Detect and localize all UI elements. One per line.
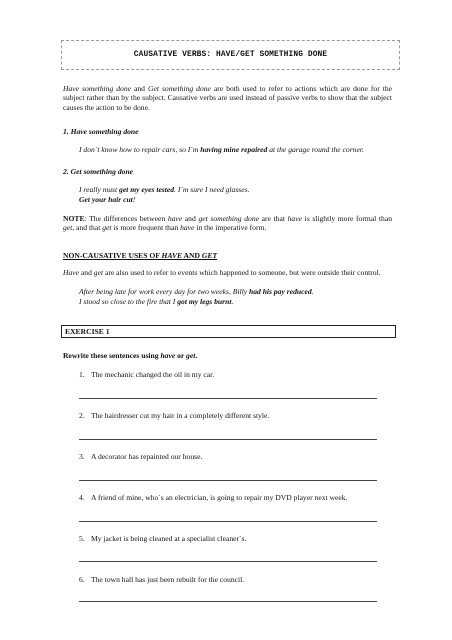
intro-term-have: Have something done xyxy=(63,84,132,93)
question-item xyxy=(79,452,399,461)
non-causative-example-2 xyxy=(63,297,408,306)
question-item xyxy=(79,411,399,420)
question-number: 2. xyxy=(79,411,85,420)
para-text: are also used to refer to events which happened to someone, but were outside their control. xyxy=(103,268,381,277)
question-text: The hairdresser cut my hair in a completely different style. xyxy=(91,411,270,420)
para-text: and xyxy=(79,268,94,277)
question-item xyxy=(79,370,399,379)
instr-text: or xyxy=(175,351,187,360)
intro-text: and xyxy=(131,84,148,93)
intro-paragraph xyxy=(63,84,392,112)
question-text: A friend of mine, who´s an electrician, is going to repair my DVD player next week. xyxy=(91,493,348,502)
question-text: The town hall has just been rebuilt for the council. xyxy=(91,575,245,584)
heading-term: GET xyxy=(201,251,218,260)
section-heading-get: 2. Get something done xyxy=(63,167,134,176)
instr-term: have xyxy=(160,351,176,360)
answer-line[interactable] xyxy=(79,561,377,562)
intro-text: are both used to refer to actions which are done for the subject rather than by the subject. Causative verbs are used instead of passive verbs to show that the subject causes the action to be done. xyxy=(63,84,393,112)
example-get-1 xyxy=(63,185,408,194)
para-term: get xyxy=(93,268,104,277)
note-paragraph xyxy=(63,214,392,233)
example-highlight: got my legs burnt xyxy=(177,297,232,306)
example-text: I really must xyxy=(79,185,120,194)
question-text: My jacket is being cleaned at a specialist cleaner´s. xyxy=(91,534,247,543)
exercise-label: EXERCISE 1 xyxy=(65,327,110,336)
example-text: ! xyxy=(132,195,136,204)
example-get-2 xyxy=(63,195,408,204)
example-text: I stood so close to the fire that I xyxy=(79,297,178,306)
example-highlight: having mine repaired xyxy=(200,145,268,154)
question-number: 6. xyxy=(79,575,85,584)
question-item xyxy=(79,493,399,502)
note-term: have xyxy=(167,214,183,223)
question-number: 5. xyxy=(79,534,85,543)
example-text: . I´m sure I need glasses. xyxy=(174,185,250,194)
heading-text: AND xyxy=(182,251,202,260)
answer-line[interactable] xyxy=(79,439,377,440)
para-term: Have xyxy=(63,268,80,277)
instr-text: Rewrite these sentences using xyxy=(63,351,161,360)
intro-term-get: Get something done xyxy=(147,84,211,93)
example-highlight: get my eyes tested xyxy=(119,185,175,194)
instr-term: get xyxy=(186,351,196,360)
note-term: have xyxy=(287,214,302,223)
question-item xyxy=(79,575,399,584)
answer-line[interactable] xyxy=(79,480,377,481)
example-text: . xyxy=(311,287,314,296)
example-highlight: had his pay reduced xyxy=(248,287,312,296)
note-text: is slightly more formal than xyxy=(301,214,392,223)
note-label: NOTE xyxy=(63,214,85,223)
example-highlight: Get your hair cut xyxy=(79,195,133,204)
question-item xyxy=(79,534,399,543)
note-text: in the imperative form. xyxy=(194,223,267,233)
section-heading-have: 1. Have something done xyxy=(63,127,139,136)
page-title: CAUSATIVE VERBS: HAVE/GET SOMETHING DONE xyxy=(133,50,328,60)
title-box xyxy=(61,40,400,70)
question-number: 4. xyxy=(79,493,85,502)
note-term: get xyxy=(102,223,112,233)
heading-text: NON-CAUSATIVE USES OF xyxy=(63,251,162,260)
non-causative-example-1 xyxy=(63,287,392,296)
example-have xyxy=(63,145,408,154)
note-text: : The differences between xyxy=(84,214,168,223)
note-text: are that xyxy=(259,214,288,223)
note-text: , and that xyxy=(72,223,103,233)
example-text: at the garage round the corner. xyxy=(267,145,364,154)
answer-line[interactable] xyxy=(79,601,377,602)
note-text: and xyxy=(182,214,199,223)
example-text: After being late for work every day for two weeks, Billy xyxy=(79,287,249,296)
note-text: is more frequent than xyxy=(111,223,181,233)
example-text: . xyxy=(231,297,234,306)
note-term: get something done xyxy=(198,214,259,223)
note-term: get xyxy=(63,223,73,233)
question-text: The mechanic changed the oil in my car. xyxy=(91,370,215,379)
note-term: have xyxy=(180,223,195,233)
example-text: I don´t know how to repair cars, so I´m xyxy=(79,145,201,154)
answer-line[interactable] xyxy=(79,521,377,522)
question-text: A decorator has repainted our house. xyxy=(91,452,203,461)
question-number: 1. xyxy=(79,370,85,379)
answer-line[interactable] xyxy=(79,398,377,399)
exercise-instructions xyxy=(63,351,392,360)
non-causative-heading xyxy=(63,251,392,260)
question-number: 3. xyxy=(79,452,85,461)
instr-text: . xyxy=(195,351,198,360)
exercise-header-box xyxy=(61,325,396,338)
heading-term: HAVE xyxy=(161,251,183,260)
non-causative-paragraph xyxy=(63,268,392,277)
